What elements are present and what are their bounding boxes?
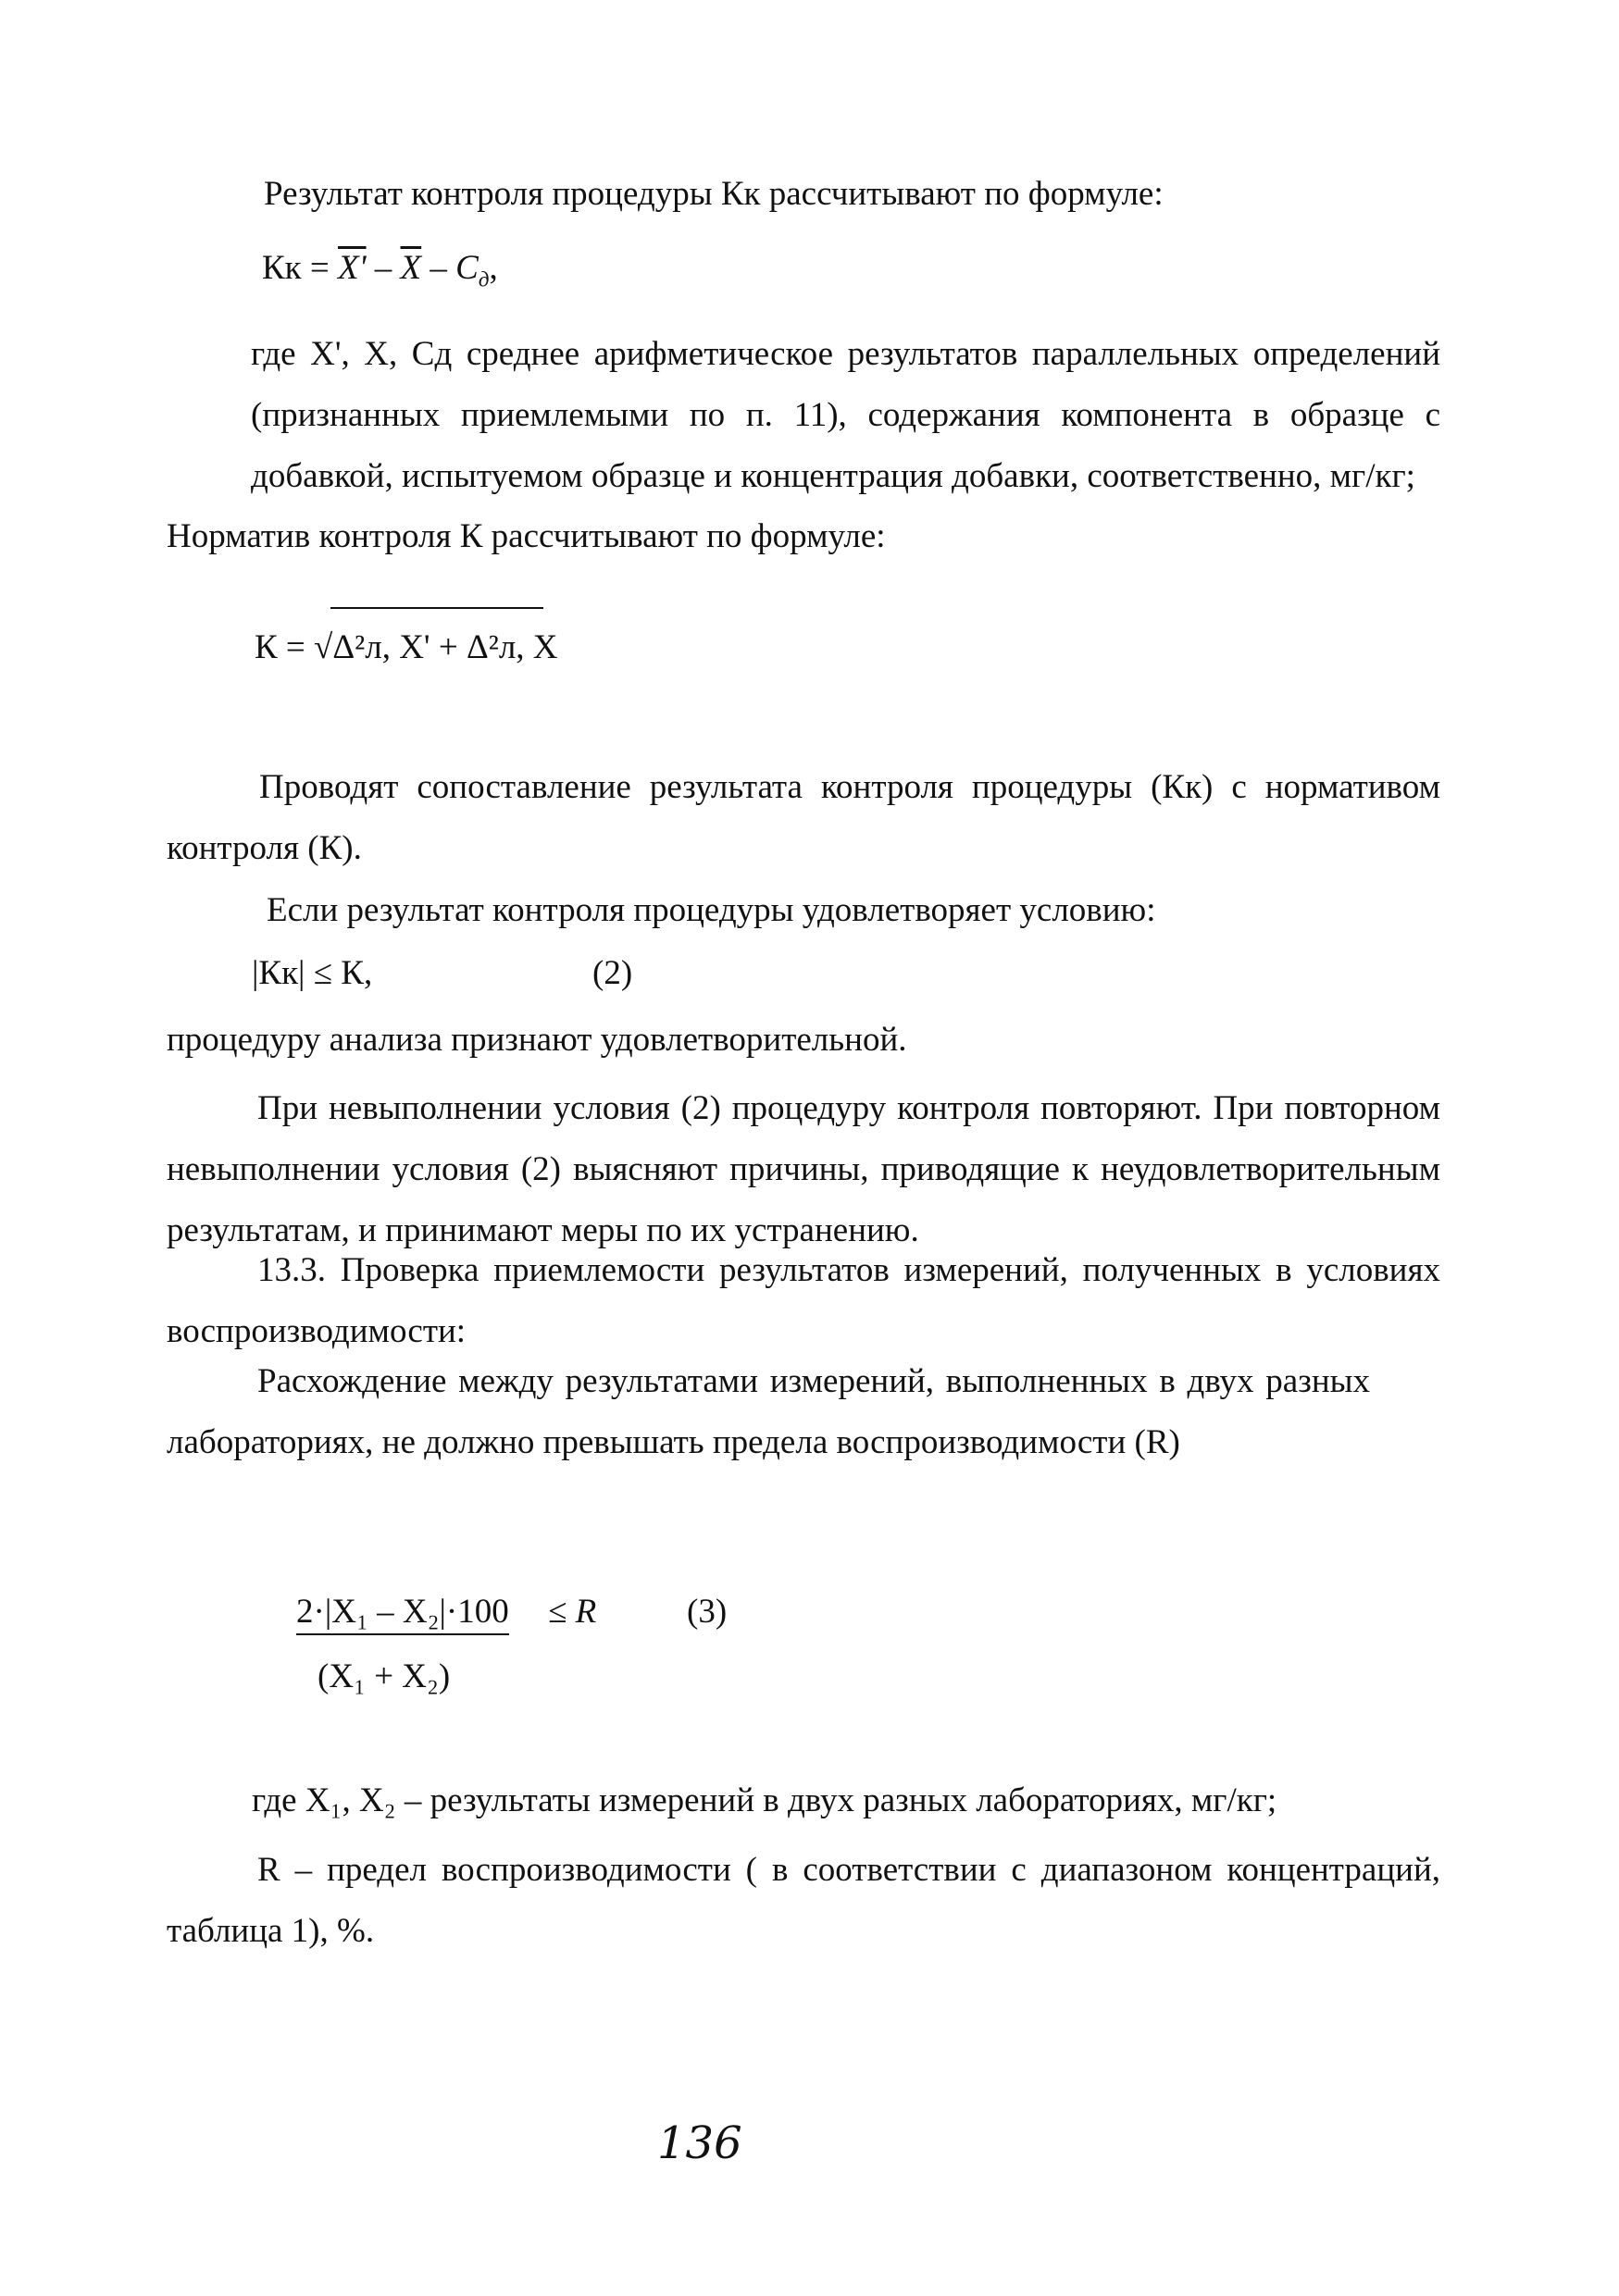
formula-k — [255, 627, 558, 667]
where-x-text: где X₁, X₂ – результаты измерений в двух разных лабораториях, мг/кг; — [252, 1781, 1277, 1819]
failure-paragraph: При невыполнении условия (2) процедуру контроля повторяют. При повторном невыполнении условия (2) выясняют причины, приводящие к неудовлетворительным результатам, и принимают меры по их устранению. — [167, 1089, 1440, 1249]
formula3-leq-sign: ≤ — [548, 1593, 567, 1631]
formula-kk-x: $\overline{X}$ — [400, 249, 422, 287]
condition-intro-text: Если результат контроля процедуры удовлетворяет условию: — [267, 891, 1156, 929]
formula-kk-lhs: Кк — [262, 249, 302, 287]
formula3-r: R — [575, 1593, 597, 1631]
formula-kk-minus-2: – — [430, 249, 447, 287]
formula-kk-x-prime: X' — [338, 249, 367, 287]
k-intro-text: Норматив контроля К рассчитывают по формуле: — [167, 517, 886, 555]
satisfactory-text: процедуру анализа признают удовлетворительной. — [167, 1021, 907, 1059]
formula-k-text: К = √Δ²л, X' + Δ²л, X — [255, 628, 558, 666]
page-number: 136 — [657, 2117, 742, 2169]
formula-kk-eq: = — [309, 249, 330, 287]
section-13-3-heading: 13.3. Проверка приемлемости результатов измерений, полученных в условиях воспроизводимости: — [167, 1251, 1440, 1350]
kk-intro-text: Результат контроля процедуры Кк рассчитывают по формуле: — [264, 175, 1164, 213]
comparison-paragraph: Проводят сопоставление результата контроля процедуры (Кк) с нормативом контроля (К). — [167, 768, 1440, 867]
formula-kk-c: C — [455, 249, 479, 287]
condition-formula: |Кк| ≤ К, — [252, 954, 373, 992]
formula-kk-c-sub: д — [478, 267, 490, 292]
formula-k-radical-bar — [330, 607, 543, 609]
formula3-number: (3) — [687, 1593, 728, 1631]
kk-where-paragraph: где X', X, Cд среднее арифметическое результатов параллельных определений (признанных приемлемыми по п. 11), содержания компонента в образце с добавкой, испытуемом образце и концентрация добавки, соответственно, мг/кг; — [251, 335, 1440, 495]
formula-kk-end: , — [489, 249, 498, 287]
discrepancy-paragraph: Расхождение между результатами измерений, выполненных в двух разных лабораториях, не должно превышать предела воспроизводимости (R) — [167, 1362, 1370, 1461]
formula-kk-minus-1: – — [374, 249, 392, 287]
where-r-paragraph: R – предел воспроизводимости ( в соответствии с диапазоном концентраций, таблица 1), %. — [167, 1851, 1440, 1950]
formula3-numerator: 2·|X₁ – X₂|·100 — [296, 1592, 509, 1635]
formula-kk — [262, 248, 498, 292]
formula3-denominator: (X₁ + X₂) — [318, 1657, 451, 1695]
formula3-leq — [548, 1592, 596, 1632]
condition-number: (2) — [592, 954, 633, 992]
